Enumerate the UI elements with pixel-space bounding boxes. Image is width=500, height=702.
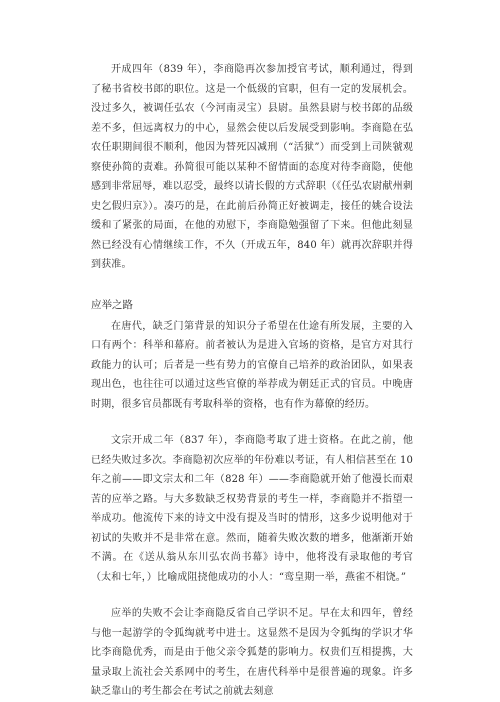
document-body <box>91 60 413 702</box>
paragraph-4: 应举的失败不会让李商隐反省自己学识不足。早在太和四年，曾经与他一起游学的令狐绹就考中进士。这显然不是因为令狐绹的学识才华比李商隐优秀，而是由于他父亲令狐楚的影响力。权贵们互相提携，大量录取上流社会关系网中的考生，在唐代科举中是很普遍的现象。许多缺乏靠山的考生都会在考试之前就去刻意 <box>91 608 413 697</box>
paragraph-2: 在唐代，缺乏门第背景的知识分子希望在仕途有所发展，主要的入口有两个：科举和幕府。前者被认为是进入官场的资格，是官方对其行政能力的认可；后者是一些有势力的官僚自己培养的政治团队，如果表现出色，也往往可以通过这些官僚的举荐成为朝廷正式的官员。中晚唐时期，很多官员都既有考取科举的资格，也有作为幕僚的经历。 <box>91 320 413 410</box>
paragraph-1: 开成四年（839 年），李商隐再次参加授官考试，顺利通过，得到了秘书省校书郎的职位。这是一个低级的官职，但有一定的发展机会。没过多久，被调任弘农（今河南灵宝）县尉。虽然县尉与校书郎的品级差不多，但远离权力的中心，显然会使以后发展受到影响。李商隐在弘农任职期间很不顺利，他因为替死囚减刑（“活狱”）而受到上司陕虢观察使孙简的责难。孙简很可能以某种不留情面的态度对待李商隐，使他感到非常屈辱，难以忍受，最终以请长假的方式辞职（《任弘农尉献州刺史乞假归京》）。凑巧的是，在此前后孙简正好被调走，接任的姚合设法缓和了紧张的局面，在他的劝慰下，李商隐勉强留了下来。但他此刻显然已经没有心情继续工作，不久（开成五年，840 年）就再次辞职并得到获准。 <box>91 64 413 270</box>
section-heading: 应举之路 <box>91 298 133 311</box>
paragraph-3: 文宗开成二年（837 年），李商隐考取了进士资格。在此之前，他已经失败过多次。李商隐初次应举的年份难以考证，有人相信甚至在 10 年之前——即文宗太和二年（828 年）——李商隐就开始了他漫长而艰苦的应举之路。与大多数缺乏权势背景的考生一样，李商隐并不指望一举成功。他流传下来的诗文中没有提及当时的情形，这多少说明他对于初试的失败并不是非常在意。然而，随着失败次数的增多，他渐渐开始不满。在《送从翁从东川弘农尚书幕》诗中，他将没有录取他的考官（太和七年，）比喻成阻挠他成功的小人：“鸾皇期一举，燕雀不相饶。” <box>91 435 413 583</box>
